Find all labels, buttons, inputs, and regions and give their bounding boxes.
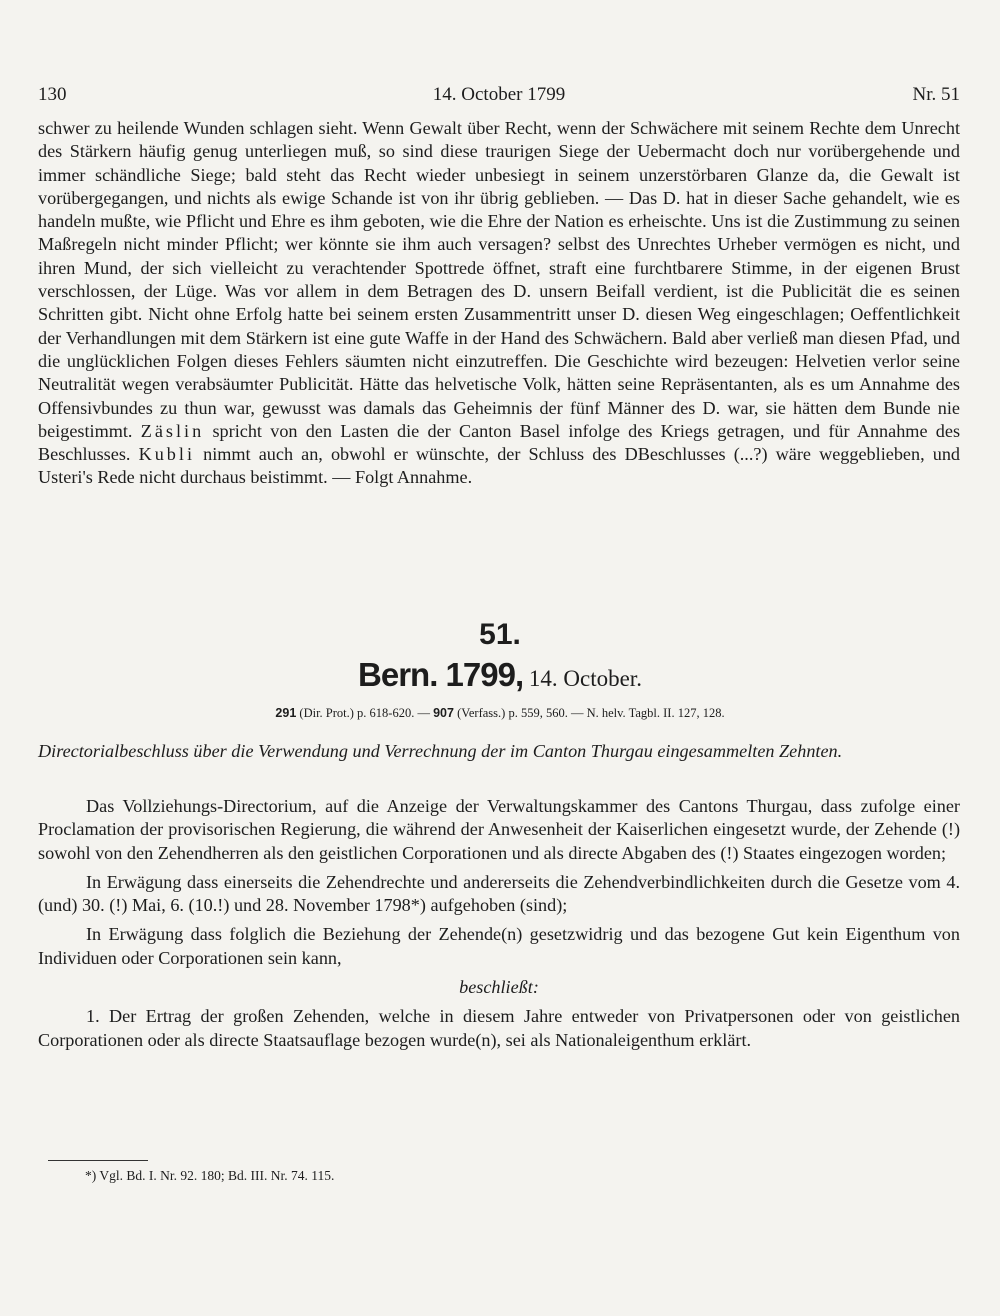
document-number: 51. xyxy=(479,618,521,651)
body-paragraph: In Erwägung dass folglich die Beziehung der Zehende(n) gesetzwidrig und das bezogene Gut kein Eigenthum von Individuen oder Corporationen sein kann, xyxy=(38,924,960,968)
document-place-date xyxy=(0,656,1000,694)
page-number: 130 xyxy=(38,84,67,105)
speaker-name: Zäslin xyxy=(140,420,205,441)
body-paragraph: In Erwägung dass einerseits die Zehendrechte und andererseits die Zehendverbindlichkeiten durch die Gesetze vom 4. (und) 30. (!) Mai, 6. (10.!) und 28. November 1798*) aufgehoben (sind); xyxy=(38,871,960,916)
source-references: 291 (Dir. Prot.) p. 618-620. — 907 (Verfass.) p. 559, 560. — N. helv. Tagbl. II. 127, 128. xyxy=(275,706,725,720)
document-summary: Directorialbeschluss über die Verwendung und Verrechnung der im Canton Thurgau eingesammelten Zehnten. xyxy=(38,741,843,761)
speaker-name: Kubli xyxy=(138,444,195,465)
article-1: 1. Der Ertrag der großen Zehenden, welche in diesem Jahre entweder von Privatpersonen oder von geistlichen Corporationen oder als directe Staatsauflage bezogen wurde(n), sei als Nationaleigenthum erklärt. xyxy=(38,1006,960,1050)
document-body xyxy=(38,795,960,1052)
document-place-year: Bern. 1799, xyxy=(358,656,524,693)
document-date: 14. October. xyxy=(528,666,642,691)
previous-document-text xyxy=(38,117,960,490)
header-doc-ref: Nr. 51 xyxy=(912,84,960,105)
header-date: 14. October 1799 xyxy=(432,84,566,105)
resolves-heading: beschließt: xyxy=(459,977,539,998)
page-header xyxy=(38,84,960,110)
body-paragraph: Das Vollziehungs-Directorium, auf die Anzeige der Verwaltungskammer des Cantons Thurgau, dass zufolge einer Proclamation der provisorischen Regierung, die während der Anwesenheit der Kaiserlichen eingesetzt wurde, der Zehende (!) sowohl von den Zehendherren als den geistlichen Corporationen und als directe Abgaben des (!) Staates eingezogen worden; xyxy=(38,796,960,863)
previous-paragraph: schwer zu heilende Wunden schlagen sieht. Wenn Gewalt über Recht, wenn der Schwächere mit seinem Rechte dem Unrecht des Stärkern häufig genug unterliegen muß, so sind diese traurigen Siege der Uebermacht doch nur vorübergehende und immer schändliche Siege; bald steht das Recht wieder unbesiegt in seinem unzerstörbaren Glanze da, die Gewalt ist vorübergegangen, und nichts als ewige Schande ist von ihr übrig geblieben. — Das D. hat in dieser Sache gehandelt, wie es handeln mußte, wie Pflicht und Ehre es ihm geboten, wie die Ehre der Nation es erheischte. Uns ist die Zustimmung zu seinen Maßregeln nicht minder Pflicht; wer könnte sie ihm auch versagen? selbst des Unrechtes Urheber vermögen es nicht, und ihren Mund, der sich vielleicht zu verachtender Spottrede öffnet, straft eine furchtbarere Stimme, in der eigenen Brust verschlossen, der Lüge. Was vor allem in dem Betragen des D. unsern Beifall verdient, ist die Publicität die es seinen Schritten gibt. Nicht ohne Erfolg hatte bei seinem ersten Zusammentritt unser D. diesen Weg eingeschlagen; Oeffentlichkeit der Verhandlungen mit dem Stärkern ist eine gute Waffe in der Hand des Schwächern. Bald aber verließ man diesen Pfad, und die unglücklichen Folgen dieses Fehlers säumten nicht einzutreffen. Die Geschichte wird bezeugen: Helvetien verlor seine Neutralität wegen verabsäumter Publicität. Hätte das helvetische Volk, hätten seine Repräsentanten, als es um Annahme des Offensivbundes zu thun war, gewusst was damals das Geheimnis der fünf Männer des D. war, sie hätten dem Bunde nie beigestimmt. Zäslin spricht von den Lasten die der Canton Basel infolge des Kriegs getragen, und für Annahme des Beschlusses. Kubli nimmt auch an, obwohl er wünschte, der Schluss des DBeschlusses (...?) wäre weggeblieben, und Usteri's Rede nicht durchaus beistimmt. — Folgt Annahme. xyxy=(38,118,961,488)
footnote: *) Vgl. Bd. I. Nr. 92. 180; Bd. III. Nr. 74. 115. xyxy=(85,1168,335,1183)
footnote-divider xyxy=(48,1160,148,1161)
